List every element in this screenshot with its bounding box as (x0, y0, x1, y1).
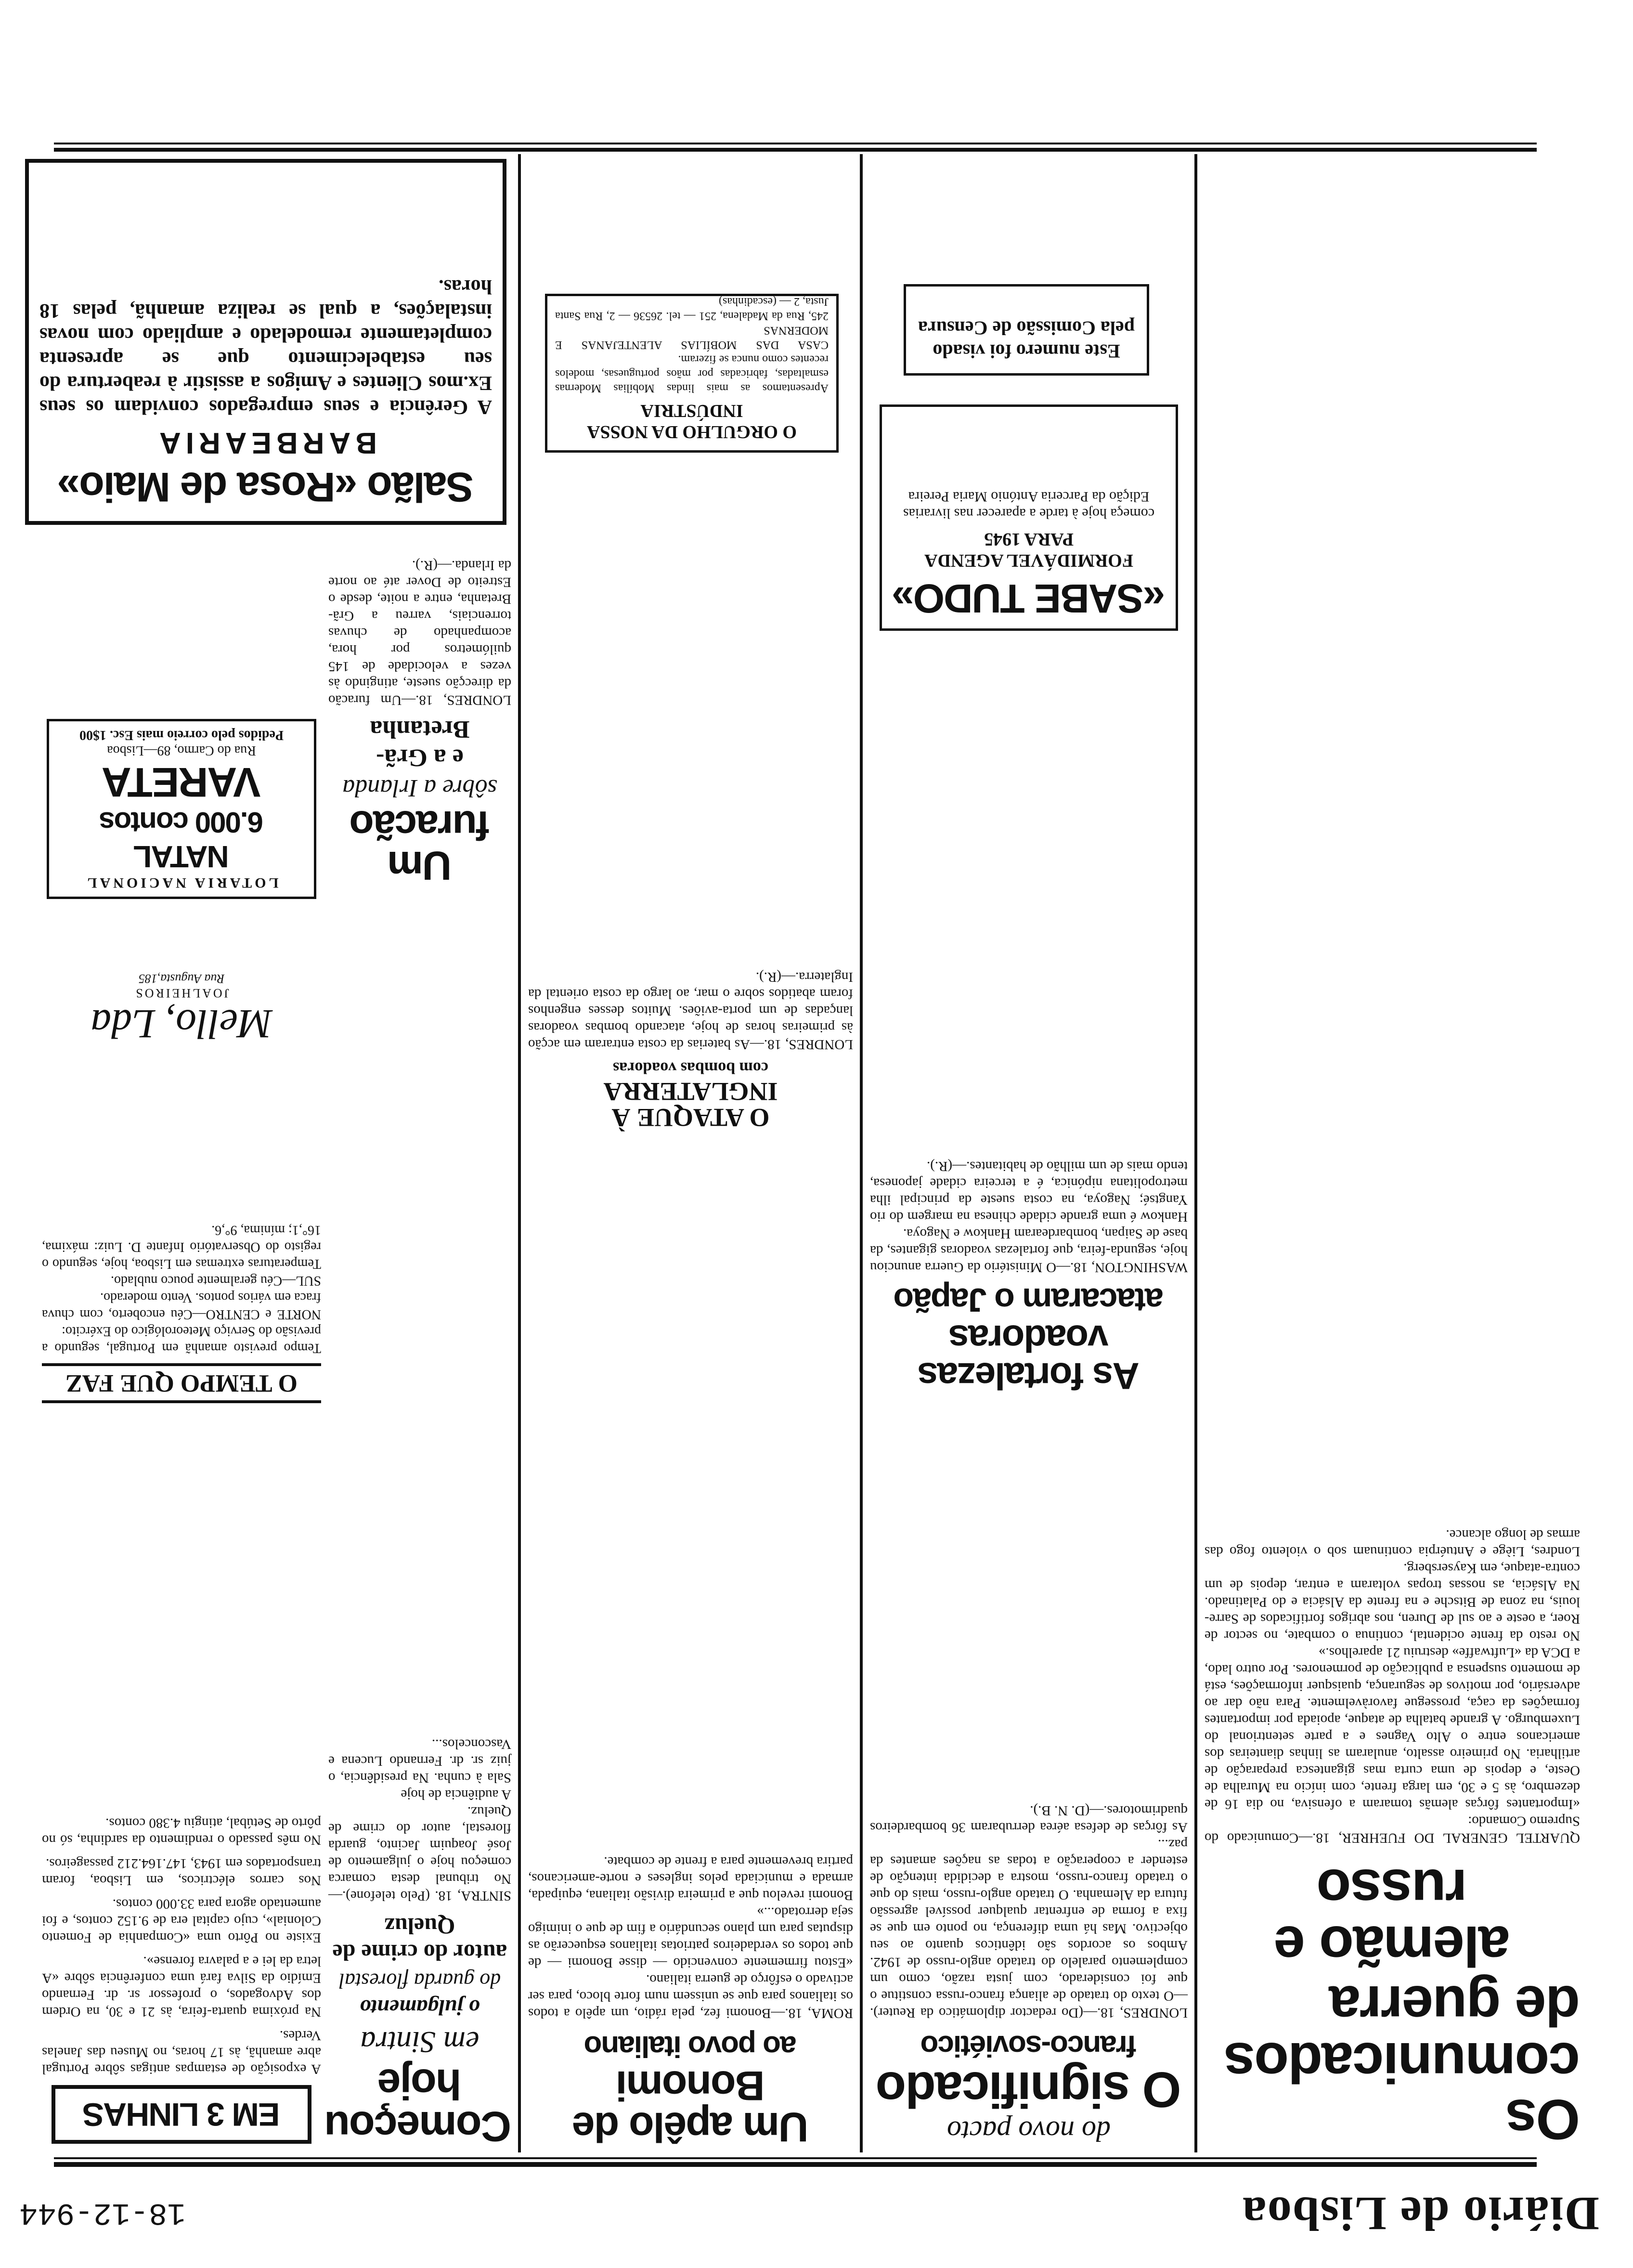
salon-subtitle: BARBEARIA (155, 426, 377, 459)
headline-pact: O significado (876, 2061, 1181, 2117)
headline-fortresses-line2: atacaram o Japão (894, 1281, 1164, 1319)
agenda-body: começa hoje à tarde a aparecer nas livrarias Edição da Parceria António Maria Pereira (903, 489, 1155, 521)
column-bonomi (524, 164, 853, 2150)
furniture-ad-body: Apresentamos as mais lindas Mobílias Modernas esmaltadas, fabricadas por mãos portuguesas, modelos recentes como nunca se fizeram. CASA DAS MOBÍLIAS ALENTEJANAS E MODERNAS 245, Rua da Madalena, 251 — tel. 26536 — 2, Rua Santa Justa, 2 — (escadinhas) (555, 295, 829, 394)
column-pact (870, 164, 1188, 2148)
kicker-sintra: o julgamento (360, 1995, 480, 2020)
weather-body: Tempo previsto amanhã em Portugal, segundo a previsão do Serviço Meteorológico do Exército: NORTE e CENTRO—Céu encoberto, com chuva fraca em vários pontos. Vento moderado. SUL—Céu geralmente pouco nublado. Temperaturas extremas em Lisboa, hoje, segundo o registo do Observatório Infante D. Luiz: máxima, 16°,1; mínima, 9°,6. (42, 1223, 321, 1356)
article-hurricane-body: LONDRES, 18.—Um furacão da direcção sueste, atingindo às vezes a velocidade de 145 quilómetros por hora, acompanhado de chuvas torrenciais, varreu a Grã-Bretanha, entre a noite, desde o Estreito de Dover até ao norte da Irlanda.—(R.). (324, 558, 511, 708)
masthead-date: 18-12-944 (19, 2195, 186, 2229)
jeweller-line: JOALHEIROS (134, 986, 229, 1000)
weather-title: O TEMPO QUE FAZ (42, 1363, 321, 1403)
furniture-advert (545, 294, 839, 453)
jeweller-name: Mello, Lda (91, 1001, 272, 1047)
lottery-vendor: VARETA (102, 759, 261, 805)
article-sintra-body: SINTRA, 18. (Pelo telefone).—No tribunal desta comarca começou hoje o julgamento de José Joaquim Jacinto, guarda florestal, autor do crime de Queluz. A audiência de hoje Sala à cunha. Na presidência, o juiz sr. dr. Fernando Lucena e Vasconcelos... (328, 1736, 511, 1903)
sub-hurricane: e a Grã-Bretanha (370, 716, 470, 771)
article-fortresses-body: WASHINGTON, 18.—O Ministério da Guerra anunciou hoje, segunda-feira, que fortalezas voadoras gigantes, da base de Saipan, bombardearam Hankow e Nagoya. Hankow é uma grande cidade chinesa na margem do rio Yangtsé; Nagoya, na costa sueste da principal ilha metropolitana nipónica, é a terceira cidade japonesa, tendo mais de um milhão de habitantes.—(R.). (870, 1159, 1188, 1275)
lottery-prize-amount: 6.000 contos (100, 806, 263, 838)
column-divider (860, 154, 863, 2152)
lottery-advert (47, 719, 316, 899)
headline-bonomi: Um apêlo de Bonomi (572, 2062, 809, 2150)
headline-attack: O ATAQUE À INGLATERRA (603, 1077, 778, 1132)
top-rule (54, 2162, 1537, 2167)
salon-body: A Gerência e seus empregados convidam os seus Ex.mos Clientes e Amigos a assistir à reabertura do seu estabelecimento que se apresenta completamente remodelado e ampliado com novas instalações, a qual se realiza amanhã, pelas 18 horas. (34, 275, 492, 418)
kicker-sintra-2: do guarda florestal (338, 1969, 501, 1993)
brief-item: No mês passado o rendimento da sardinha, só no pôrto de Setúbal, atingiu 4.380 contos. (38, 1815, 321, 1848)
salon-title: Salão «Rosa de Maio» (58, 464, 474, 510)
lottery-title: LOTARIA NACIONAL (84, 875, 279, 891)
headline-communiques-line2: alemão e russo (1274, 1857, 1510, 1978)
headline-fortresses: As fortalezas voadoras (918, 1317, 1140, 1397)
headline-pact-line2: franco-soviético (921, 2029, 1137, 2062)
article-attack-body: LONDRES, 18.—As baterias da costa entraram em acção às primeiras horas de hoje, atacando bombas voadoras lançadas de um porta-aviões. Muitos desses engenhos foram abatidos sobre o mar, ao largo da costa oriental da Inglaterra.—(R.). (524, 969, 853, 1052)
briefs-list (38, 1403, 321, 2077)
article-bonomi-body: ROMA, 18.—Bonomi fez, pela rádio, um apêlo a todos os italianos para que se unissem num forte bloco, para ser activado o esfôrço de guerra italiano. «Estou firmemente convencido — disse Bonomi — de que todos os verdadeiros patriotas italianos esquecerão as disputas para um plano secundário a fim de que o inimigo seja derrotado...» Bonomi revelou que a primeira divisão italiana, equipada, armada e municiada pelos ingleses e norte-americanos, partira brevemente para a frente de combate. (528, 1854, 853, 2021)
headline-sintra: Começou hoje (325, 2060, 511, 2151)
agenda-title: «SABE TUDO» (892, 576, 1166, 621)
kicker-attack: com bombas voadoras (612, 1059, 769, 1077)
lottery-note: Pedidos pelo correio mais Esc. 1$00 (79, 728, 284, 743)
brief-item: Na próxima quarta-feira, às 21 e 30, na Ordem dos Advogados, o professor sr. dr. Fernando Emídio da Silva fará uma conferência sôbre «A letra da lei e a palavra forense». (38, 1954, 321, 2020)
masthead-title: Diário de Lisboa (1241, 2187, 1599, 2241)
agenda-advert (880, 404, 1178, 631)
brief-item: Existe no Pôrto uma «Companhia de Fomento Colonial», cujo capital era de 9.152 contos, e foi aumentado agora para 33.000 contos. (38, 1896, 321, 1945)
column-divider (1194, 154, 1197, 2152)
article-pact-body: LONDRES, 18.—(Do redactor diplomático da Reuter).—O texto do tratado de aliança franco-russa constitue o que foi considerado, com justa razão, como um complemento paralelo do tratado anglo-russo de 1942. Ambos os acordos são idênticos quanto ao seu objectivo. Mas há uma diferença, no ponto em que se fixa a forma de enfrentar qualquer possível agressão futura da Alemanha. O tratado anglo-russo, mais do que o tratado franco-russo, mostra a decidida intenção de estender a cooperação a todas as nações amantes da paz... As fôrças de defesa aérea derrubaram 36 bombardeiros quadrimotores.—(D. N. B.). (870, 1803, 1188, 2020)
kicker-bonomi: ao povo italiano (584, 2030, 797, 2063)
brief-item: Nos carros eléctricos, em Lisboa, foram transportados em 1943, 147.164.212 passageiros. (38, 1856, 321, 1888)
lottery-prize-name: NATAL (134, 839, 229, 874)
kicker-hurricane: sôbre a Irlanda (342, 774, 497, 802)
agenda-sub2: PARA 1945 (984, 529, 1074, 549)
jeweller-address: Rua Augusta,185 (138, 972, 225, 986)
furniture-ad-title: O ORGULHO DA NOSSA INDÚSTRIA (586, 401, 797, 442)
article-communiques-body: QUARTEL GENERAL DO FUEHRER, 18.—Comunicado do Supremo Comando: «Importantes fôrças alemãs tomaram a ofensiva, no dia 16 de dezembro, às 5 e 30, em larga frente, com início na Muralha de Oeste, e depois de uma curta mas gigantesca preparação de artilharia. No primeiro assalto, anularam as linhas dianteiras dos americanos entre o Alto Vagnes e a parte setentrional do Luxemburgo. A grande batalha de ataque, apoiada por importantes formações da caça, prossegue favoràvelmente. Para não dar ao adversário, por motivos de segurança, quaisquer informações, está de momento suspensa a publicação de pormenores. Por outro lado, a DCA da «Luftwaffe» destruiu 21 aparelhos.» No resto da frente ocidental, continua o combate, no sector de Roer, a oeste e ao sul de Duren, nos abrigos fortificados de Sarre-louis, na zona de Bitsche e na frente da Alsácia e do Palatinado. Na Alsácia, as nossas tropas voltaram a entrar, depois de um contra-ataque, em Kaysersberg. Londres, Liège e Antuérpia continuam sob o violento fogo das armas de longo alcance. (1205, 1527, 1580, 1846)
briefs-title-box: EM 3 LINHAS (52, 2085, 311, 2144)
column-war-communiques (1205, 164, 1580, 2151)
headline-communiques: Os comunicados de guerra (1224, 1974, 1580, 2151)
lottery-address: Rua do Carmo, 89—Lisboa (107, 743, 256, 758)
sub-sintra: autor do crime de Queluz (332, 1913, 507, 1965)
kicker-pact: do novo pacto (947, 2115, 1111, 2147)
headline-hurricane: Um furacão (350, 803, 490, 888)
salon-advert (25, 159, 506, 525)
agenda-sub1: FORMIDÁVEL AGENDA (924, 550, 1133, 571)
censor-notice: Este numero foi visado pela Comissão de Censura (904, 284, 1149, 376)
column-divider (518, 154, 521, 2152)
bottom-rule-thin (54, 143, 1537, 144)
bottom-rule (54, 148, 1537, 152)
jeweller-advert (42, 904, 321, 1048)
headline-sintra-line2: em Sintra (360, 2025, 480, 2059)
top-rule-thin (54, 2157, 1537, 2159)
brief-item: A exposição de estampas antigas sôbre Portugal abre amanhã, às 17 horas, no Museu das Janelas Verdes. (38, 2028, 321, 2077)
